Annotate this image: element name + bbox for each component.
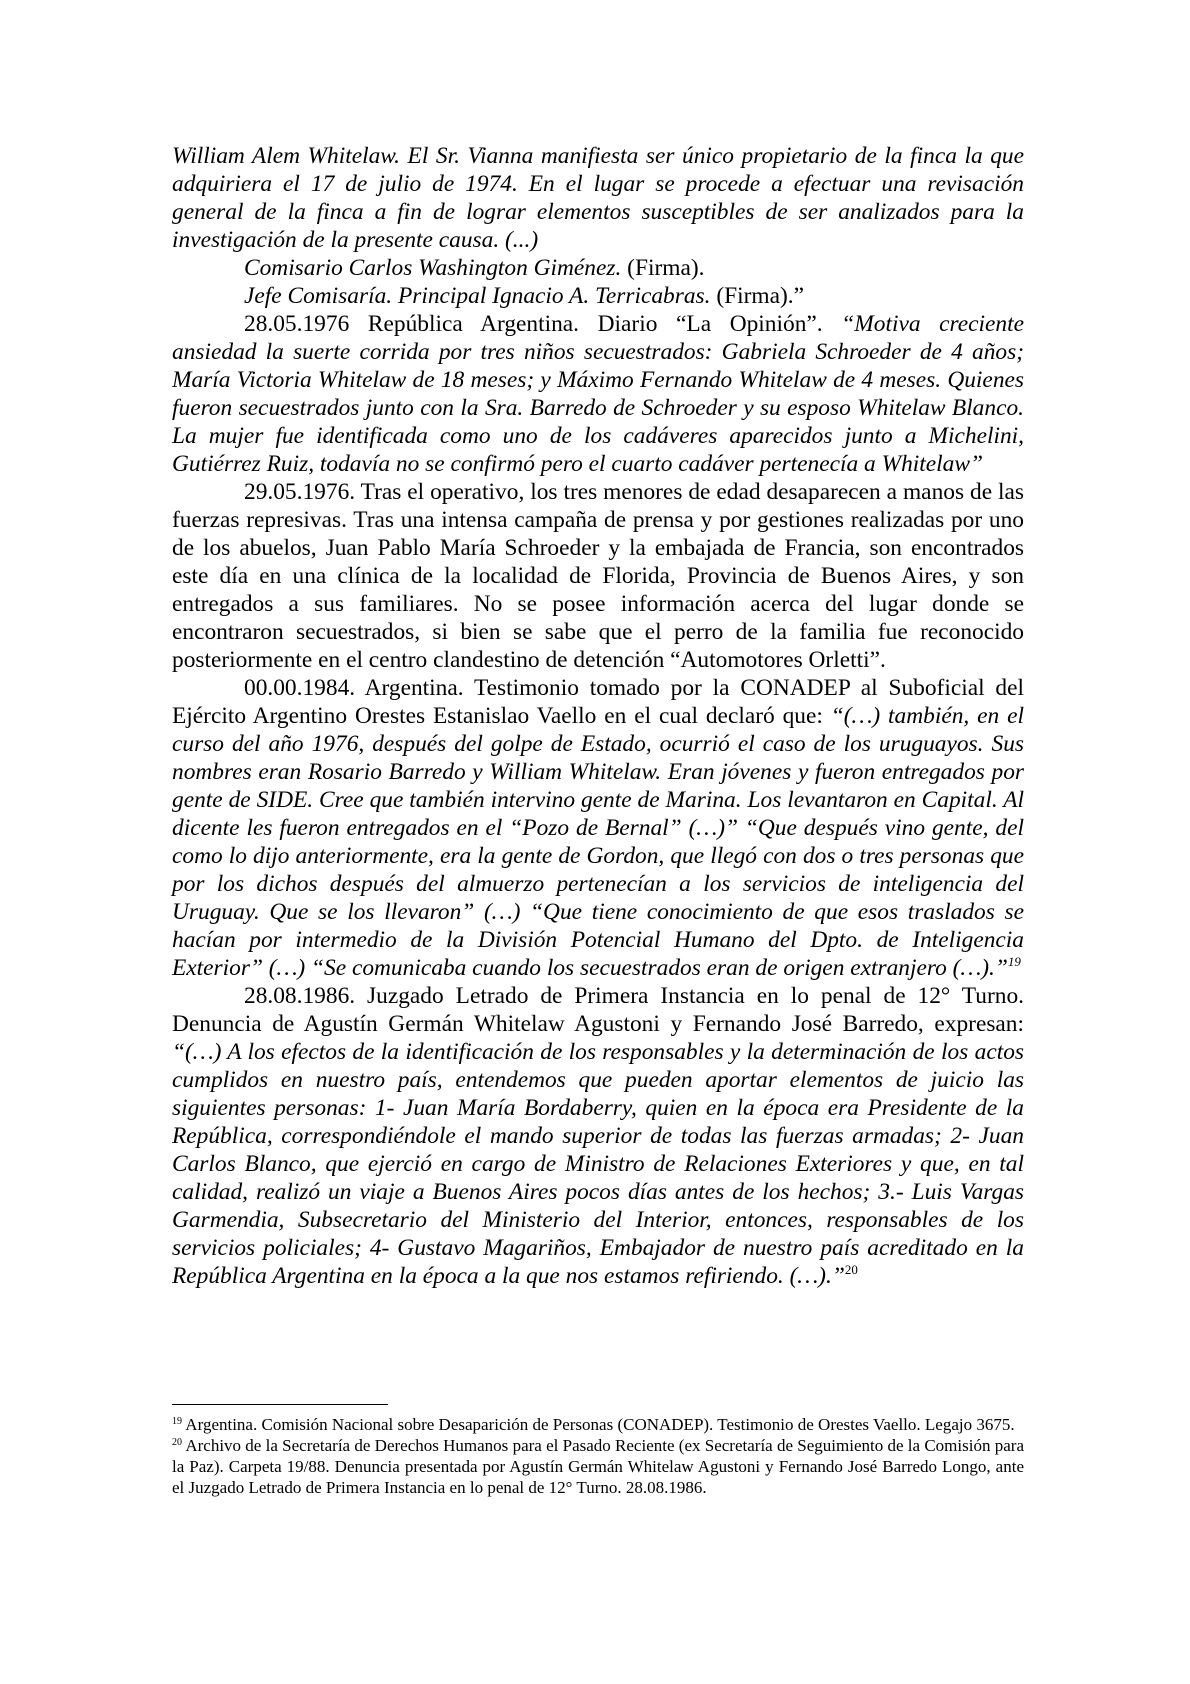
paragraph-conadep: 00.00.1984. Argentina. Testimonio tomado por la CONADEP al Suboficial del Ejército Argentino Orestes Estanislao Vaello en el cual declaró que: “(…) también, en el curso del año 1976, después del golpe de Estado, ocurrió el caso de los uruguayos. Sus nombres eran Rosario Barredo y William Whitelaw. Eran jóvenes y fueron entregados por gente de SIDE. Cree que también intervino gente de Marina. Los levantaron en Capital. Al dicente les fueron entregados en el “Pozo de Bernal” (…)” “Que después vino gente, del como lo dijo anteriormente, era la gente de Gordon, que llegó con dos o tres personas que por los dichos después del almuerzo pertenecían a los servicios de inteligencia del Uruguay. Que se los llevaron” (…) “Que tiene conocimiento de que esos traslados se hacían por intermedio de la División Potencial Humano del Dpto. de Inteligencia Exterior” (…) “Se comunicaba cuando los secuestrados eran de origen extranjero (…).”$^{19}$ xyxy=(172,675,1025,981)
signature-terricabras: Jefe Comisaría. Principal Ignacio A. Terricabras. (Firma).” xyxy=(244,283,805,309)
footnote-number: 19 xyxy=(172,1416,182,1427)
paragraph-juzgado: 28.08.1986. Juzgado Letrado de Primera Instancia en lo penal de 12° Turno. Denuncia de Agustín Germán Whitelaw Agustoni y Fernando José Barredo, expresan: “(…) A los efectos de la identificación de los responsables y la determinación de los actos cumplidos en nuestro país, entendemos que pueden aportar elementos de juicio las siguientes personas: 1- Juan María Bordaberry, quien en la época era Presidente de la República, correspondiéndole el mando superior de todas las fuerzas armadas; 2- Juan Carlos Blanco, que ejerció en cargo de Ministro de Relaciones Exteriores y que, en tal calidad, realizó un viaje a Buenos Aires pocos días antes de los hechos; 3.- Luis Vargas Garmendia, Subsecretario del Ministerio del Interior, entonces, responsables de los servicios policiales; 4- Gustavo Magariños, Embajador de nuestro país acreditado en la República Argentina en la época a la que nos estamos refiriendo. (…).”$^{20}$ xyxy=(172,983,1024,1289)
footnote-20: $^{20}$ Archivo de la Secretaría de Derechos Humanos para el Pasado Reciente (ex Secretaría de Seguimiento de la Comisión para la Paz). Carpeta 19/88. Denuncia presentada por Agustín Germán Whitelaw Agustoni y Fernando José Barredo Longo, ante el Juzgado Letrado de Primera Instancia en lo penal de 12° Turno. 28.08.1986. xyxy=(172,1436,1024,1497)
paragraph-whitelaw-finca: William Alem Whitelaw. El Sr. Vianna manifiesta ser único propietario de la finca la que adquiriera el 17 de julio de 1974. En el lugar se procede a efectuar una revisación general de la finca a fin de lograr elementos susceptibles de ser analizados para la investigación de la presente causa. (...) xyxy=(172,143,1024,253)
body-text xyxy=(172,142,1024,1290)
footnotes xyxy=(172,1414,1024,1498)
footnote-number: 20 xyxy=(172,1437,182,1448)
signature-gimenez: Comisario Carlos Washington Giménez. (Firma). xyxy=(244,255,705,281)
footnote-separator xyxy=(172,1404,388,1405)
paragraph-menores: 29.05.1976. Tras el operativo, los tres menores de edad desaparecen a manos de las fuerzas represivas. Tras una intensa campaña de prensa y por gestiones realizadas por uno de los abuelos, Juan Pablo María Schroeder y la embajada de Francia, son encontrados este día en una clínica de la localidad de Florida, Provincia de Buenos Aires, y son entregados a sus familiares. No se posee información acerca del lugar donde se encontraron secuestrados, si bien se sabe que el perro de la familia fue reconocido posteriormente en el centro clandestino de detención “Automotores Orletti”. xyxy=(172,479,1024,673)
footnote-ref-20[interactable]: 20 xyxy=(844,1262,858,1277)
paragraph-la-opinion: 28.05.1976 República Argentina. Diario “La Opinión”. “Motiva creciente ansiedad la suerte corrida por tres niños secuestrados: Gabriela Schroeder de 4 años; María Victoria Whitelaw de 18 meses; y Máximo Fernando Whitelaw de 4 meses. Quienes fueron secuestrados junto con la Sra. Barredo de Schroeder y su esposo Whitelaw Blanco. La mujer fue identificada como uno de los cadáveres aparecidos junto a Michelini, Gutiérrez Ruiz, todavía no se confirmó pero el cuarto cadáver pertenecía a Whitelaw” xyxy=(172,311,1024,477)
footnote-ref-19[interactable]: 19 xyxy=(1007,954,1021,969)
footnote-19: $^{19}$ Argentina. Comisión Nacional sobre Desaparición de Personas (CONADEP). Testimonio de Orestes Vaello. Legajo 3675. xyxy=(172,1415,1015,1434)
